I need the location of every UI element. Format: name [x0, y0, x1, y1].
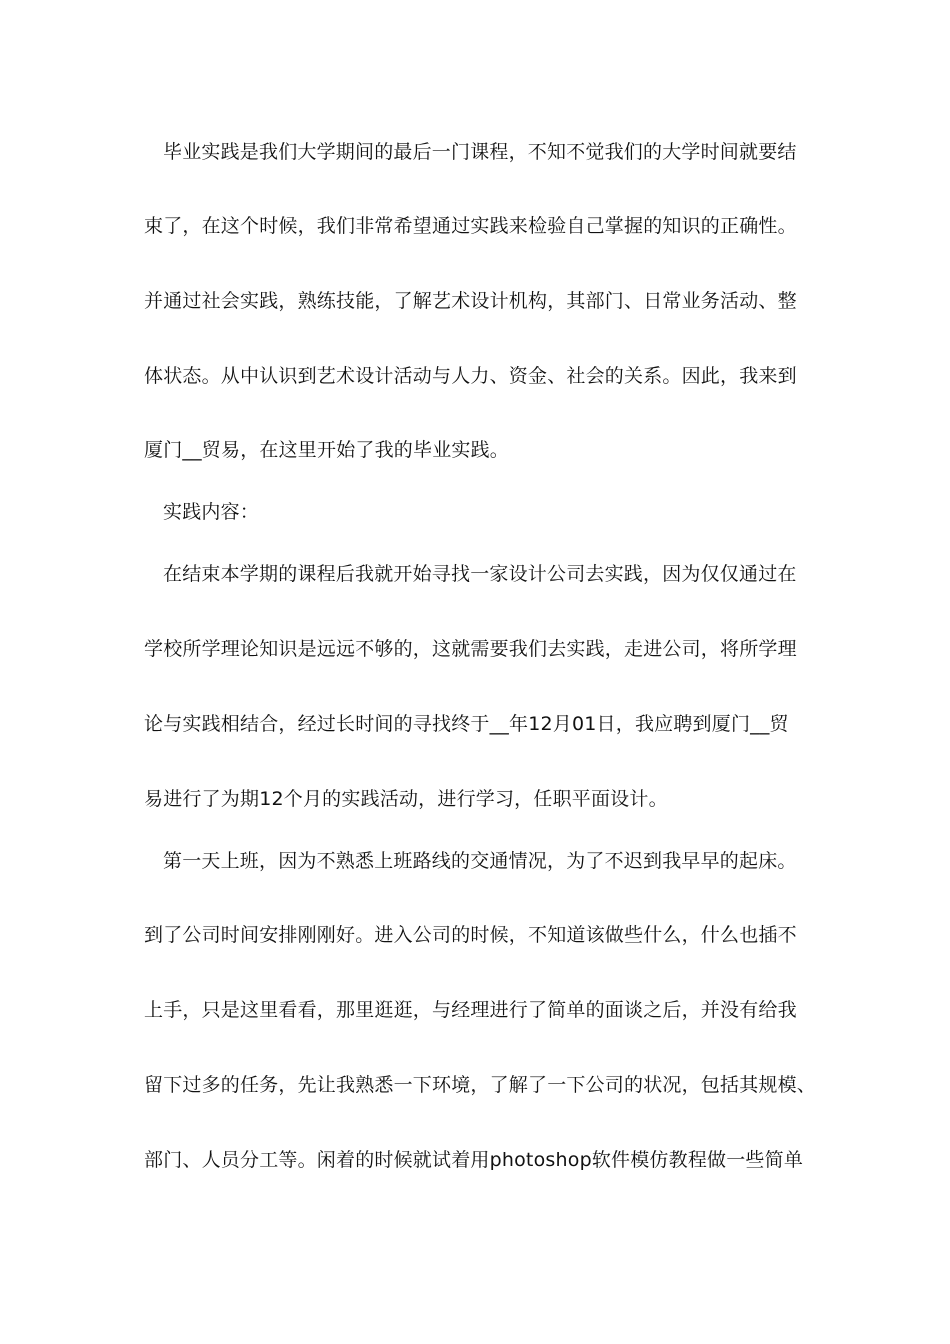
- paragraph-3-line-5: 部门、人员分工等。闲着的时候就试着用photoshop软件模仿教程做一些简单: [144, 1149, 804, 1171]
- paragraph-2-line-3: 论与实践相结合，经过长时间的寻找终于__年12月01日，我应聘到厦门__贸: [144, 713, 789, 735]
- paragraph-3-line-3: 上手，只是这里看看，那里逛逛，与经理进行了简单的面谈之后，并没有给我: [144, 999, 797, 1021]
- paragraph-3-line-1: 第一天上班，因为不熟悉上班路线的交通情况，为了不迟到我早早的起床。: [163, 850, 797, 872]
- paragraph-1-line-1: 毕业实践是我们大学期间的最后一门课程，不知不觉我们的大学时间就要结: [163, 141, 797, 163]
- paragraph-2-line-4: 易进行了为期12个月的实践活动，进行学习，任职平面设计。: [144, 788, 668, 810]
- paragraph-3-line-4: 留下过多的任务，先让我熟悉一下环境，了解了一下公司的状况，包括其规模、: [144, 1074, 817, 1096]
- paragraph-3-line-2: 到了公司时间安排刚刚好。进入公司的时候，不知道该做些什么，什么也插不: [144, 924, 797, 946]
- paragraph-1-line-2: 束了，在这个时候，我们非常希望通过实践来检验自己掌握的知识的正确性。: [144, 215, 797, 237]
- paragraph-1-line-4: 体状态。从中认识到艺术设计活动与人力、资金、社会的关系。因此，我来到: [144, 365, 797, 387]
- paragraph-1-line-5: 厦门__贸易，在这里开始了我的毕业实践。: [144, 439, 510, 461]
- paragraph-2-line-2: 学校所学理论知识是远远不够的，这就需要我们去实践，走进公司，将所学理: [144, 638, 797, 660]
- section-heading: 实践内容：: [163, 501, 260, 523]
- paragraph-1-line-3: 并通过社会实践，熟练技能，了解艺术设计机构，其部门、日常业务活动、整: [144, 290, 797, 312]
- paragraph-2-line-1: 在结束本学期的课程后我就开始寻找一家设计公司去实践，因为仅仅通过在: [163, 563, 797, 585]
